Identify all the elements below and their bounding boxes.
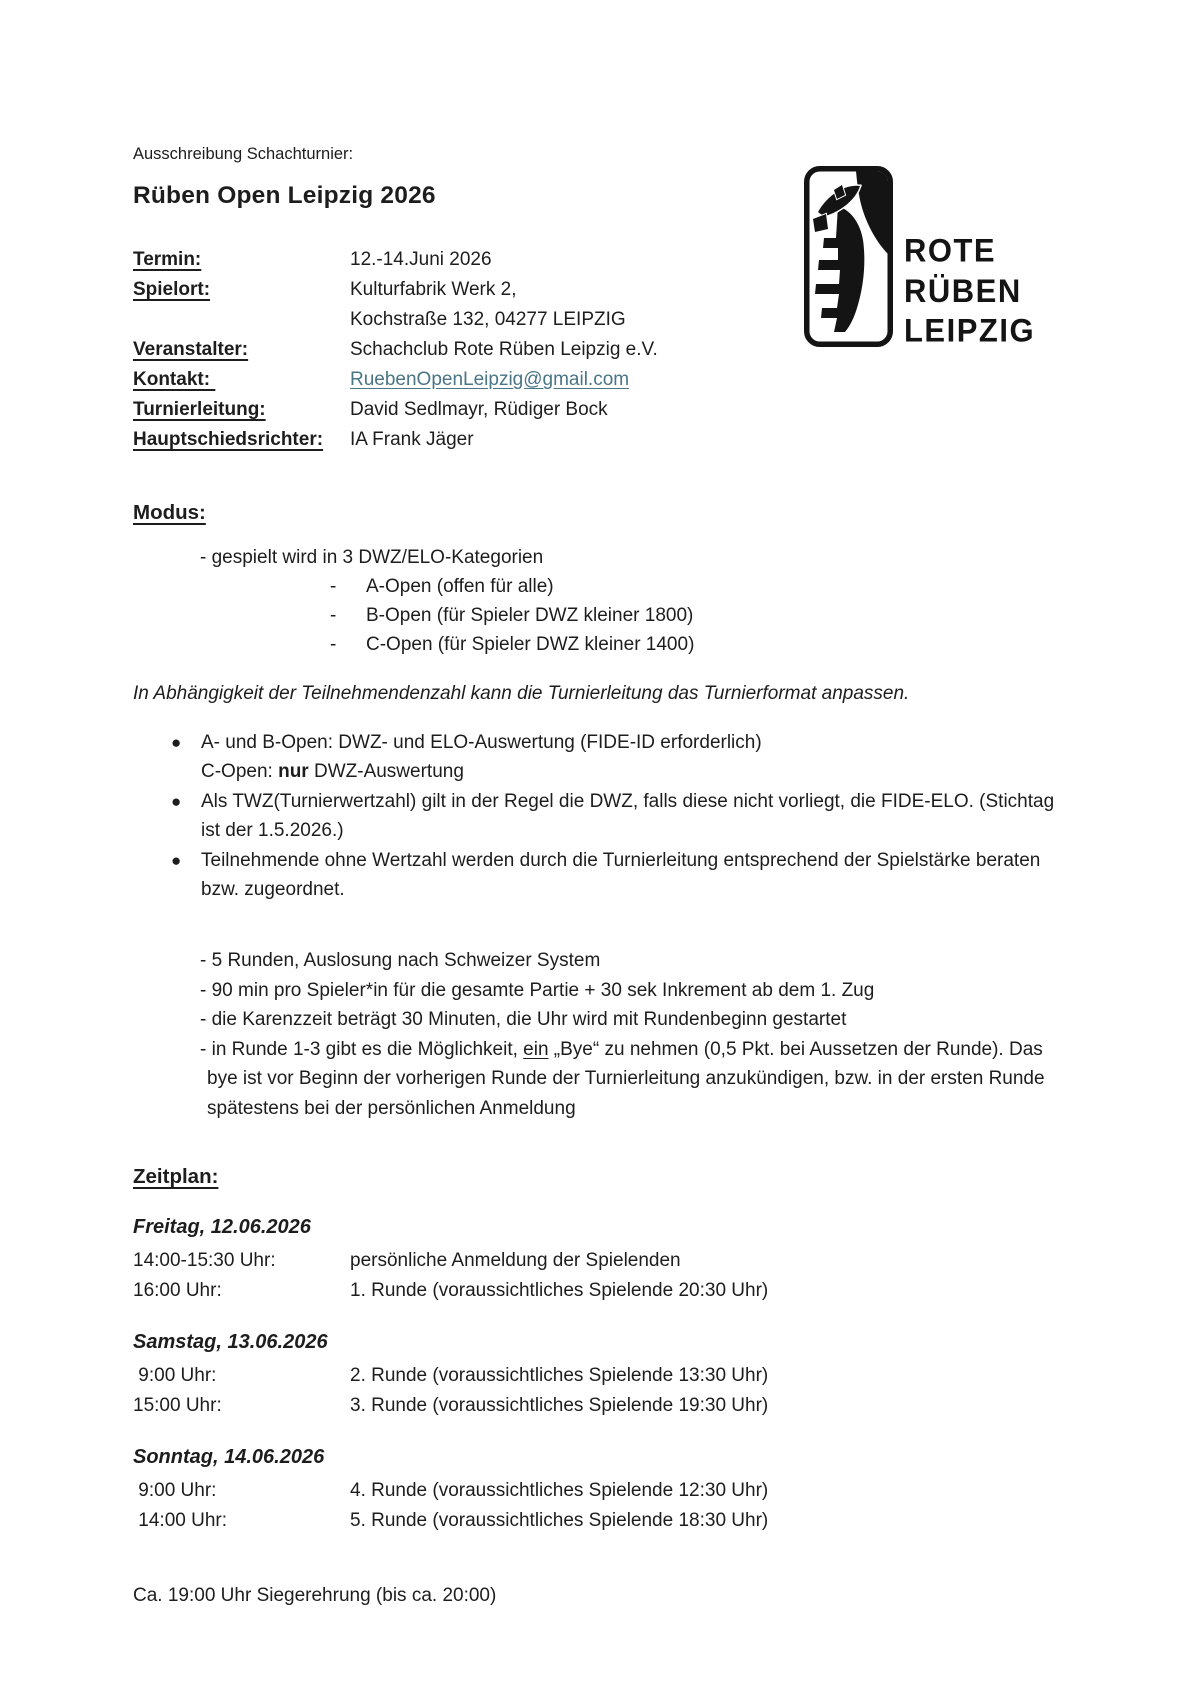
category-b-open	[133, 601, 1063, 630]
page-title: Rüben Open Leipzig 2026	[133, 182, 436, 209]
schedule-desc: 1. Runde (voraussichtliches Spielende 20:30 Uhr)	[350, 1280, 769, 1301]
zeitplan-day-freitag	[133, 1213, 1063, 1306]
schedule-row	[133, 1361, 1063, 1391]
dash-marker: -	[330, 576, 337, 597]
info-label: Termin:	[133, 249, 202, 270]
dash-marker: -	[330, 634, 337, 655]
schedule-row	[133, 1476, 1063, 1506]
bullet-icon: ●	[171, 792, 182, 811]
schedule-desc: 4. Runde (voraussichtliches Spielende 12:30 Uhr)	[350, 1480, 769, 1501]
dash-marker: -	[330, 605, 337, 626]
rule-line: - 5 Runden, Auslosung nach Schweizer System	[200, 950, 601, 971]
day-title: Freitag, 12.06.2026	[133, 1216, 311, 1238]
logo-line-2: RÜBEN	[904, 271, 1022, 309]
list-item	[133, 787, 1063, 845]
schedule-desc: 5. Runde (voraussichtliches Spielende 18:30 Uhr)	[350, 1510, 769, 1531]
day-title: Samstag, 13.06.2026	[133, 1331, 328, 1353]
info-label: Kontakt:	[133, 369, 216, 390]
info-value: IA Frank Jäger	[350, 429, 474, 450]
day-title: Sonntag, 14.06.2026	[133, 1446, 325, 1468]
info-row-kontakt	[133, 365, 1063, 395]
modus-heading: Modus:	[133, 501, 206, 524]
contact-email-link[interactable]: RuebenOpenLeipzig@gmail.com	[350, 369, 630, 390]
schedule-time: 15:00 Uhr:	[133, 1395, 222, 1416]
modus-intro: - gespielt wird in 3 DWZ/ELO-Kategorien	[200, 547, 544, 568]
schedule-time: 14:00-15:30 Uhr:	[133, 1250, 276, 1271]
rule-line: - die Karenzzeit beträgt 30 Minuten, die Uhr wird mit Rundenbeginn gestartet	[200, 1009, 847, 1030]
modus-bullet-list	[133, 728, 1063, 904]
bullet-line: C-Open: nur DWZ-Auswertung	[201, 761, 464, 782]
list-item	[133, 728, 1063, 786]
schedule-time: 14:00 Uhr:	[133, 1510, 227, 1531]
info-row-turnierleitung	[133, 395, 1063, 425]
bullet-line: Teilnehmende ohne Wertzahl werden durch die Turnierleitung entsprechend der Spielstärke beraten bzw. zugeordnet.	[201, 850, 1041, 900]
schedule-row	[133, 1246, 1063, 1276]
zeitplan-day-sonntag	[133, 1443, 1063, 1536]
club-logo-wordmark	[904, 231, 1035, 351]
schedule-time: 9:00 Uhr:	[133, 1365, 217, 1386]
info-value: Kochstraße 132, 04277 LEIPZIG	[350, 309, 626, 330]
schedule-row	[133, 1506, 1063, 1536]
beet-figure-icon	[804, 166, 893, 347]
bullet-icon: ●	[171, 733, 182, 752]
category-c-open	[133, 630, 1063, 659]
rule-line: - 90 min pro Spieler*in für die gesamte Partie + 30 sek Inkrement ab dem 1. Zug	[200, 979, 875, 1001]
schedule-row	[133, 1276, 1063, 1306]
schedule-time: 16:00 Uhr:	[133, 1280, 222, 1301]
category-label: A-Open (offen für alle)	[366, 576, 554, 597]
schedule-desc: persönliche Anmeldung der Spielenden	[350, 1250, 681, 1271]
schedule-desc: 3. Runde (voraussichtliches Spielende 19:30 Uhr)	[350, 1395, 769, 1416]
bullet-line: A- und B-Open: DWZ- und ELO-Auswertung (FIDE-ID erforderlich)	[201, 732, 762, 753]
logo-line-3: LEIPZIG	[904, 312, 1036, 349]
info-value: David Sedlmayr, Rüdiger Bock	[350, 399, 608, 420]
info-label: Turnierleitung:	[133, 399, 266, 420]
category-a-open	[133, 572, 1063, 601]
zeitplan-day-samstag	[133, 1328, 1063, 1421]
rule-line-bye: - in Runde 1-3 gibt es die Möglichkeit, ein „Bye“ zu nehmen (0,5 Pkt. bei Aussetzen der Runde). Das bye ist vor Beginn der vorherigen Runde der Turnierleitung anzukündigen, bzw. in der ersten Runde spätestens bei der persönlichen Anmeldung	[200, 1038, 1045, 1119]
info-label: Veranstalter:	[133, 339, 249, 360]
info-label: Hauptschiedsrichter:	[133, 429, 324, 450]
category-label: C-Open (für Spieler DWZ kleiner 1400)	[366, 634, 695, 655]
schedule-row	[133, 1391, 1063, 1421]
category-label: B-Open (für Spieler DWZ kleiner 1800)	[366, 605, 694, 626]
info-row-hauptschiedsrichter	[133, 425, 1063, 455]
award-ceremony-note: Ca. 19:00 Uhr Siegerehrung (bis ca. 20:00)	[133, 1585, 497, 1606]
format-note: In Abhängigkeit der Teilnehmendenzahl kann die Turnierleitung das Turnierformat anpassen.	[133, 683, 910, 704]
info-label: Spielort:	[133, 279, 211, 300]
club-logo	[804, 166, 1035, 347]
kicker-text: Ausschreibung Schachturnier:	[133, 145, 354, 163]
schedule-time: 9:00 Uhr:	[133, 1480, 217, 1501]
schedule-desc: 2. Runde (voraussichtliches Spielende 13:30 Uhr)	[350, 1365, 769, 1386]
bullet-icon: ●	[171, 851, 182, 870]
logo-line-1: ROTE	[904, 231, 997, 269]
info-value: Schachclub Rote Rüben Leipzig e.V.	[350, 339, 658, 360]
info-value: Kulturfabrik Werk 2,	[350, 279, 517, 300]
info-value: 12.-14.Juni 2026	[350, 249, 492, 270]
zeitplan-heading: Zeitplan:	[133, 1165, 219, 1188]
rules-list	[133, 946, 1063, 1123]
bullet-line: Als TWZ(Turnierwertzahl) gilt in der Regel die DWZ, falls diese nicht vorliegt, die FIDE-ELO. (Stichtag ist der 1.5.2026.)	[201, 791, 1055, 841]
list-item	[133, 846, 1063, 904]
